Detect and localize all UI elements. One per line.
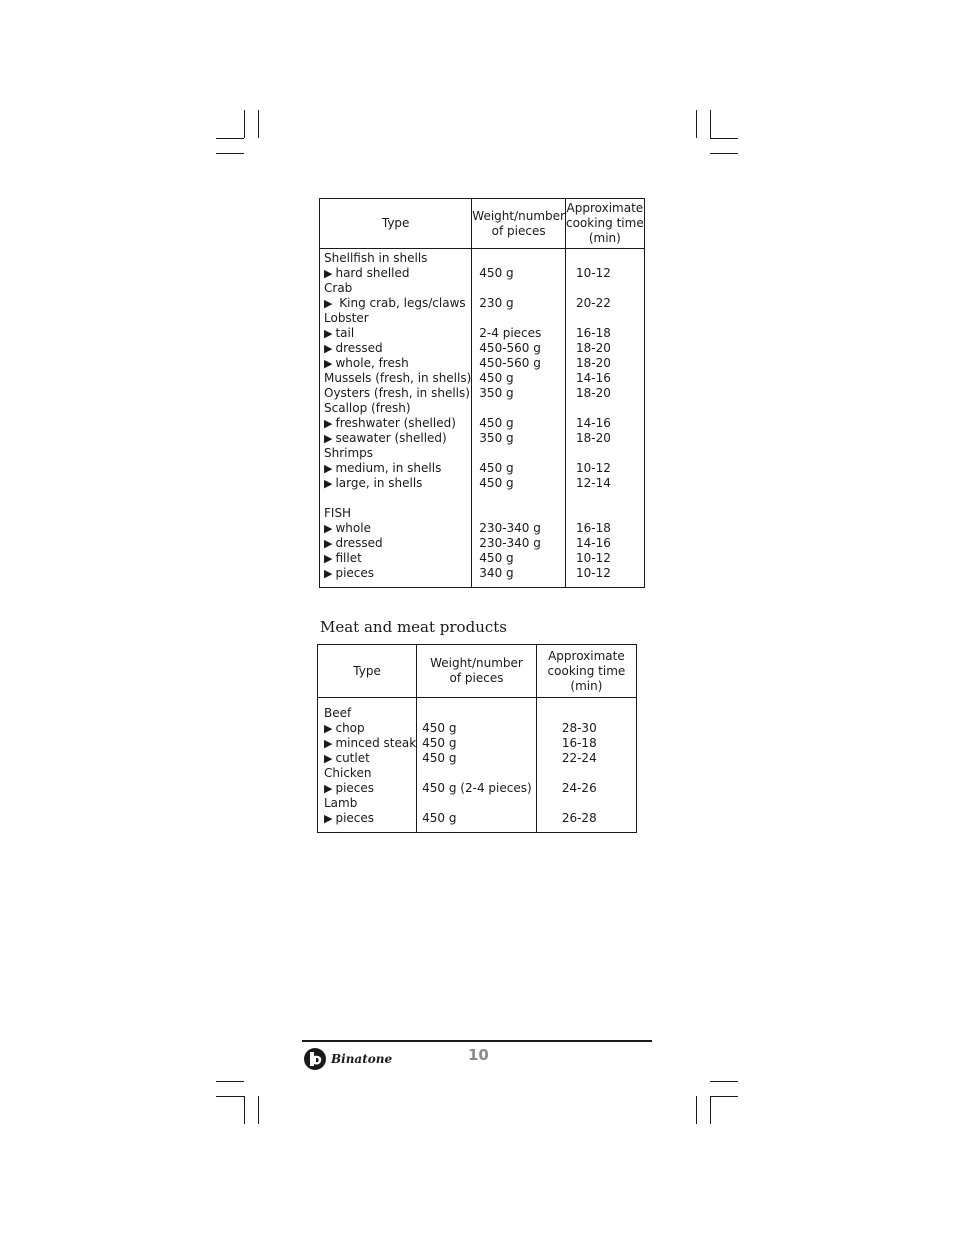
row-time-cell: 24-26 xyxy=(561,781,597,795)
row-type-cell xyxy=(324,706,416,721)
triangle-right-icon: ▶ xyxy=(324,462,333,475)
row-time-cell xyxy=(576,251,644,266)
seafood-cooking-table xyxy=(319,198,645,588)
row-weight-cell xyxy=(479,251,565,266)
triangle-right-icon: ▶ xyxy=(324,752,333,765)
row-type-cell xyxy=(324,566,471,581)
triangle-right-icon: ▶ xyxy=(324,567,333,580)
row-time-cell: 20-22 xyxy=(575,296,611,310)
row-weight-cell xyxy=(422,766,536,781)
row-type-cell xyxy=(324,341,471,356)
row-type-label: Mussels (fresh, in shells) xyxy=(324,371,472,385)
row-type-cell xyxy=(324,491,471,506)
row-weight-cell xyxy=(422,706,536,721)
row-type-label: Oysters (fresh, in shells) xyxy=(324,386,470,400)
crop-mark-bottom-right-h xyxy=(710,1081,738,1082)
row-weight-cell: 350 g xyxy=(479,431,514,445)
triangle-right-icon: ▶ xyxy=(324,417,333,430)
triangle-right-icon: ▶ xyxy=(324,327,333,340)
row-type-label: FISH xyxy=(324,506,352,520)
crop-mark-bottom-left-h2 xyxy=(216,1096,244,1097)
triangle-right-icon: ▶ xyxy=(324,357,333,370)
row-type-cell xyxy=(324,266,471,281)
row-weight-cell: 450-560 g xyxy=(479,356,541,370)
row-time-cell xyxy=(576,446,644,461)
header-cooking-time: Approximate cooking time (min) xyxy=(565,199,644,249)
row-type-cell xyxy=(324,781,416,796)
triangle-right-icon: ▶ xyxy=(324,297,333,310)
row-type-label: hard shelled xyxy=(335,266,410,280)
row-type-label: whole, fresh xyxy=(335,356,409,370)
row-weight-cell xyxy=(422,796,536,811)
brand-logo xyxy=(303,1047,392,1071)
row-type-label: Lamb xyxy=(324,796,358,810)
crop-mark-bottom-right-h2 xyxy=(710,1096,738,1097)
row-type-cell xyxy=(324,386,471,401)
row-time-cell: 14-16 xyxy=(575,416,611,430)
row-type-cell xyxy=(324,476,471,491)
table-header-row xyxy=(320,199,645,249)
row-type-label: freshwater (shelled) xyxy=(335,416,456,430)
crop-mark-top-right-v2 xyxy=(710,110,711,138)
row-type-label: Shrimps xyxy=(324,446,374,460)
row-type-cell xyxy=(324,311,471,326)
row-weight-cell: 230 g xyxy=(479,296,514,310)
row-type-cell xyxy=(324,551,471,566)
row-type-label: chop xyxy=(335,721,365,735)
time-column xyxy=(565,249,644,588)
table-body-row xyxy=(318,698,637,833)
row-type-cell xyxy=(324,811,416,826)
crop-mark-top-right-h2 xyxy=(710,153,738,154)
triangle-right-icon: ▶ xyxy=(324,722,333,735)
crop-mark-top-right-h xyxy=(710,138,738,139)
row-time-cell xyxy=(576,506,644,521)
row-weight-cell xyxy=(479,281,565,296)
row-time-cell xyxy=(562,766,636,781)
row-time-cell: 14-16 xyxy=(575,371,611,385)
row-weight-cell: 450 g (2-4 pieces) xyxy=(422,781,532,795)
row-type-cell xyxy=(324,536,471,551)
row-weight-cell: 450 g xyxy=(479,551,514,565)
row-type-cell xyxy=(324,326,471,341)
row-time-cell: 16-18 xyxy=(561,736,597,750)
row-type-cell xyxy=(324,736,416,751)
row-weight-cell: 230-340 g xyxy=(479,521,541,535)
row-type-cell xyxy=(324,371,471,386)
row-type-label: King crab, legs/claws xyxy=(335,296,466,310)
triangle-right-icon: ▶ xyxy=(324,737,333,750)
row-type-label: Shellfish in shells xyxy=(324,251,428,265)
triangle-right-icon: ▶ xyxy=(324,522,333,535)
row-type-label: fillet xyxy=(335,551,362,565)
weight-column xyxy=(417,698,537,833)
triangle-right-icon: ▶ xyxy=(324,432,333,445)
triangle-right-icon: ▶ xyxy=(324,812,333,825)
row-type-label: Beef xyxy=(324,706,352,720)
row-type-label: large, in shells xyxy=(335,476,423,490)
triangle-right-icon: ▶ xyxy=(324,342,333,355)
table-body-row xyxy=(320,249,645,588)
row-time-cell: 16-18 xyxy=(575,521,611,535)
row-weight-cell xyxy=(479,491,565,506)
type-column xyxy=(320,249,472,588)
crop-mark-top-left-h2 xyxy=(216,153,244,154)
crop-mark-top-left-v xyxy=(244,110,245,138)
row-time-cell xyxy=(562,796,636,811)
footer-rule xyxy=(302,1040,652,1042)
row-time-cell: 18-20 xyxy=(575,431,611,445)
row-weight-cell: 450-560 g xyxy=(479,341,541,355)
row-type-cell xyxy=(324,721,416,736)
row-time-cell: 16-18 xyxy=(575,326,611,340)
crop-mark-top-right-v xyxy=(696,110,697,138)
header-weight: Weight/number of pieces xyxy=(472,199,566,249)
row-type-cell xyxy=(324,766,416,781)
crop-mark-bottom-right-v2 xyxy=(710,1096,711,1124)
row-type-cell xyxy=(324,506,471,521)
triangle-right-icon: ▶ xyxy=(324,782,333,795)
row-weight-cell: 2-4 pieces xyxy=(479,326,542,340)
row-type-label: whole xyxy=(335,521,371,535)
row-time-cell xyxy=(576,491,644,506)
row-time-cell: 12-14 xyxy=(575,476,611,490)
row-weight-cell: 350 g xyxy=(479,386,514,400)
row-time-cell: 14-16 xyxy=(575,536,611,550)
type-column xyxy=(318,698,417,833)
crop-mark-bottom-right-v xyxy=(696,1096,697,1124)
row-weight-cell xyxy=(479,311,565,326)
row-time-cell: 18-20 xyxy=(575,356,611,370)
table-header-row xyxy=(318,645,637,698)
row-time-cell xyxy=(562,706,636,721)
row-type-cell xyxy=(324,431,471,446)
row-time-cell: 18-20 xyxy=(575,341,611,355)
triangle-right-icon: ▶ xyxy=(324,537,333,550)
row-time-cell: 10-12 xyxy=(575,266,611,280)
crop-mark-top-left-h xyxy=(216,138,244,139)
row-time-cell xyxy=(576,401,644,416)
row-weight-cell: 450 g xyxy=(422,751,457,765)
logo-text: Binatone xyxy=(331,1052,393,1066)
row-weight-cell: 450 g xyxy=(479,461,514,475)
crop-mark-bottom-left-v xyxy=(244,1096,245,1124)
crop-mark-bottom-left-h xyxy=(216,1081,244,1082)
row-weight-cell: 450 g xyxy=(422,736,457,750)
time-column xyxy=(536,698,636,833)
row-type-cell xyxy=(324,281,471,296)
meat-cooking-table xyxy=(317,644,637,833)
triangle-right-icon: ▶ xyxy=(324,477,333,490)
row-type-cell xyxy=(324,796,416,811)
row-type-label: Crab xyxy=(324,281,353,295)
row-weight-cell: 450 g xyxy=(479,266,514,280)
row-time-cell: 10-12 xyxy=(575,566,611,580)
page-number: 10 xyxy=(468,1046,489,1064)
weight-column xyxy=(472,249,566,588)
row-type-cell xyxy=(324,446,471,461)
row-type-cell xyxy=(324,461,471,476)
row-type-label: cutlet xyxy=(335,751,370,765)
row-weight-cell xyxy=(479,506,565,521)
crop-mark-top-left-v2 xyxy=(258,110,259,138)
row-time-cell: 10-12 xyxy=(575,461,611,475)
row-weight-cell xyxy=(479,446,565,461)
header-type: Type xyxy=(318,645,417,698)
row-type-label: tail xyxy=(335,326,355,340)
row-type-label: pieces xyxy=(335,566,375,580)
section-title: Meat and meat products xyxy=(320,618,507,636)
row-type-label: minced steak xyxy=(335,736,417,750)
crop-mark-bottom-left-v2 xyxy=(258,1096,259,1124)
row-time-cell xyxy=(576,311,644,326)
row-type-label: dressed xyxy=(335,341,383,355)
row-weight-cell: 340 g xyxy=(479,566,514,580)
row-type-cell xyxy=(324,521,471,536)
row-type-cell xyxy=(324,296,471,311)
row-time-cell: 18-20 xyxy=(575,386,611,400)
row-type-label: seawater (shelled) xyxy=(335,431,447,445)
row-type-label: Scallop (fresh) xyxy=(324,401,411,415)
row-type-cell xyxy=(324,416,471,431)
row-type-label: dressed xyxy=(335,536,383,550)
row-type-label: pieces xyxy=(335,811,375,825)
header-cooking-time: Approximate cooking time (min) xyxy=(536,645,636,698)
row-type-cell xyxy=(324,401,471,416)
row-time-cell: 28-30 xyxy=(561,721,597,735)
row-weight-cell xyxy=(479,401,565,416)
row-time-cell: 26-28 xyxy=(561,811,597,825)
row-type-label: Chicken xyxy=(324,766,372,780)
row-weight-cell: 450 g xyxy=(479,416,514,430)
binatone-logo-icon xyxy=(303,1047,329,1071)
row-weight-cell: 450 g xyxy=(422,811,457,825)
row-type-label: Lobster xyxy=(324,311,369,325)
header-type: Type xyxy=(320,199,472,249)
row-weight-cell: 230-340 g xyxy=(479,536,541,550)
triangle-right-icon: ▶ xyxy=(324,267,333,280)
row-time-cell xyxy=(576,281,644,296)
row-time-cell: 22-24 xyxy=(561,751,597,765)
row-weight-cell: 450 g xyxy=(422,721,457,735)
row-weight-cell: 450 g xyxy=(479,476,514,490)
triangle-right-icon: ▶ xyxy=(324,552,333,565)
row-type-label: pieces xyxy=(335,781,375,795)
row-type-label: medium, in shells xyxy=(335,461,442,475)
row-type-cell xyxy=(324,251,471,266)
row-weight-cell: 450 g xyxy=(479,371,514,385)
row-time-cell: 10-12 xyxy=(575,551,611,565)
header-weight: Weight/number of pieces xyxy=(417,645,537,698)
row-type-cell xyxy=(324,356,471,371)
row-type-cell xyxy=(324,751,416,766)
